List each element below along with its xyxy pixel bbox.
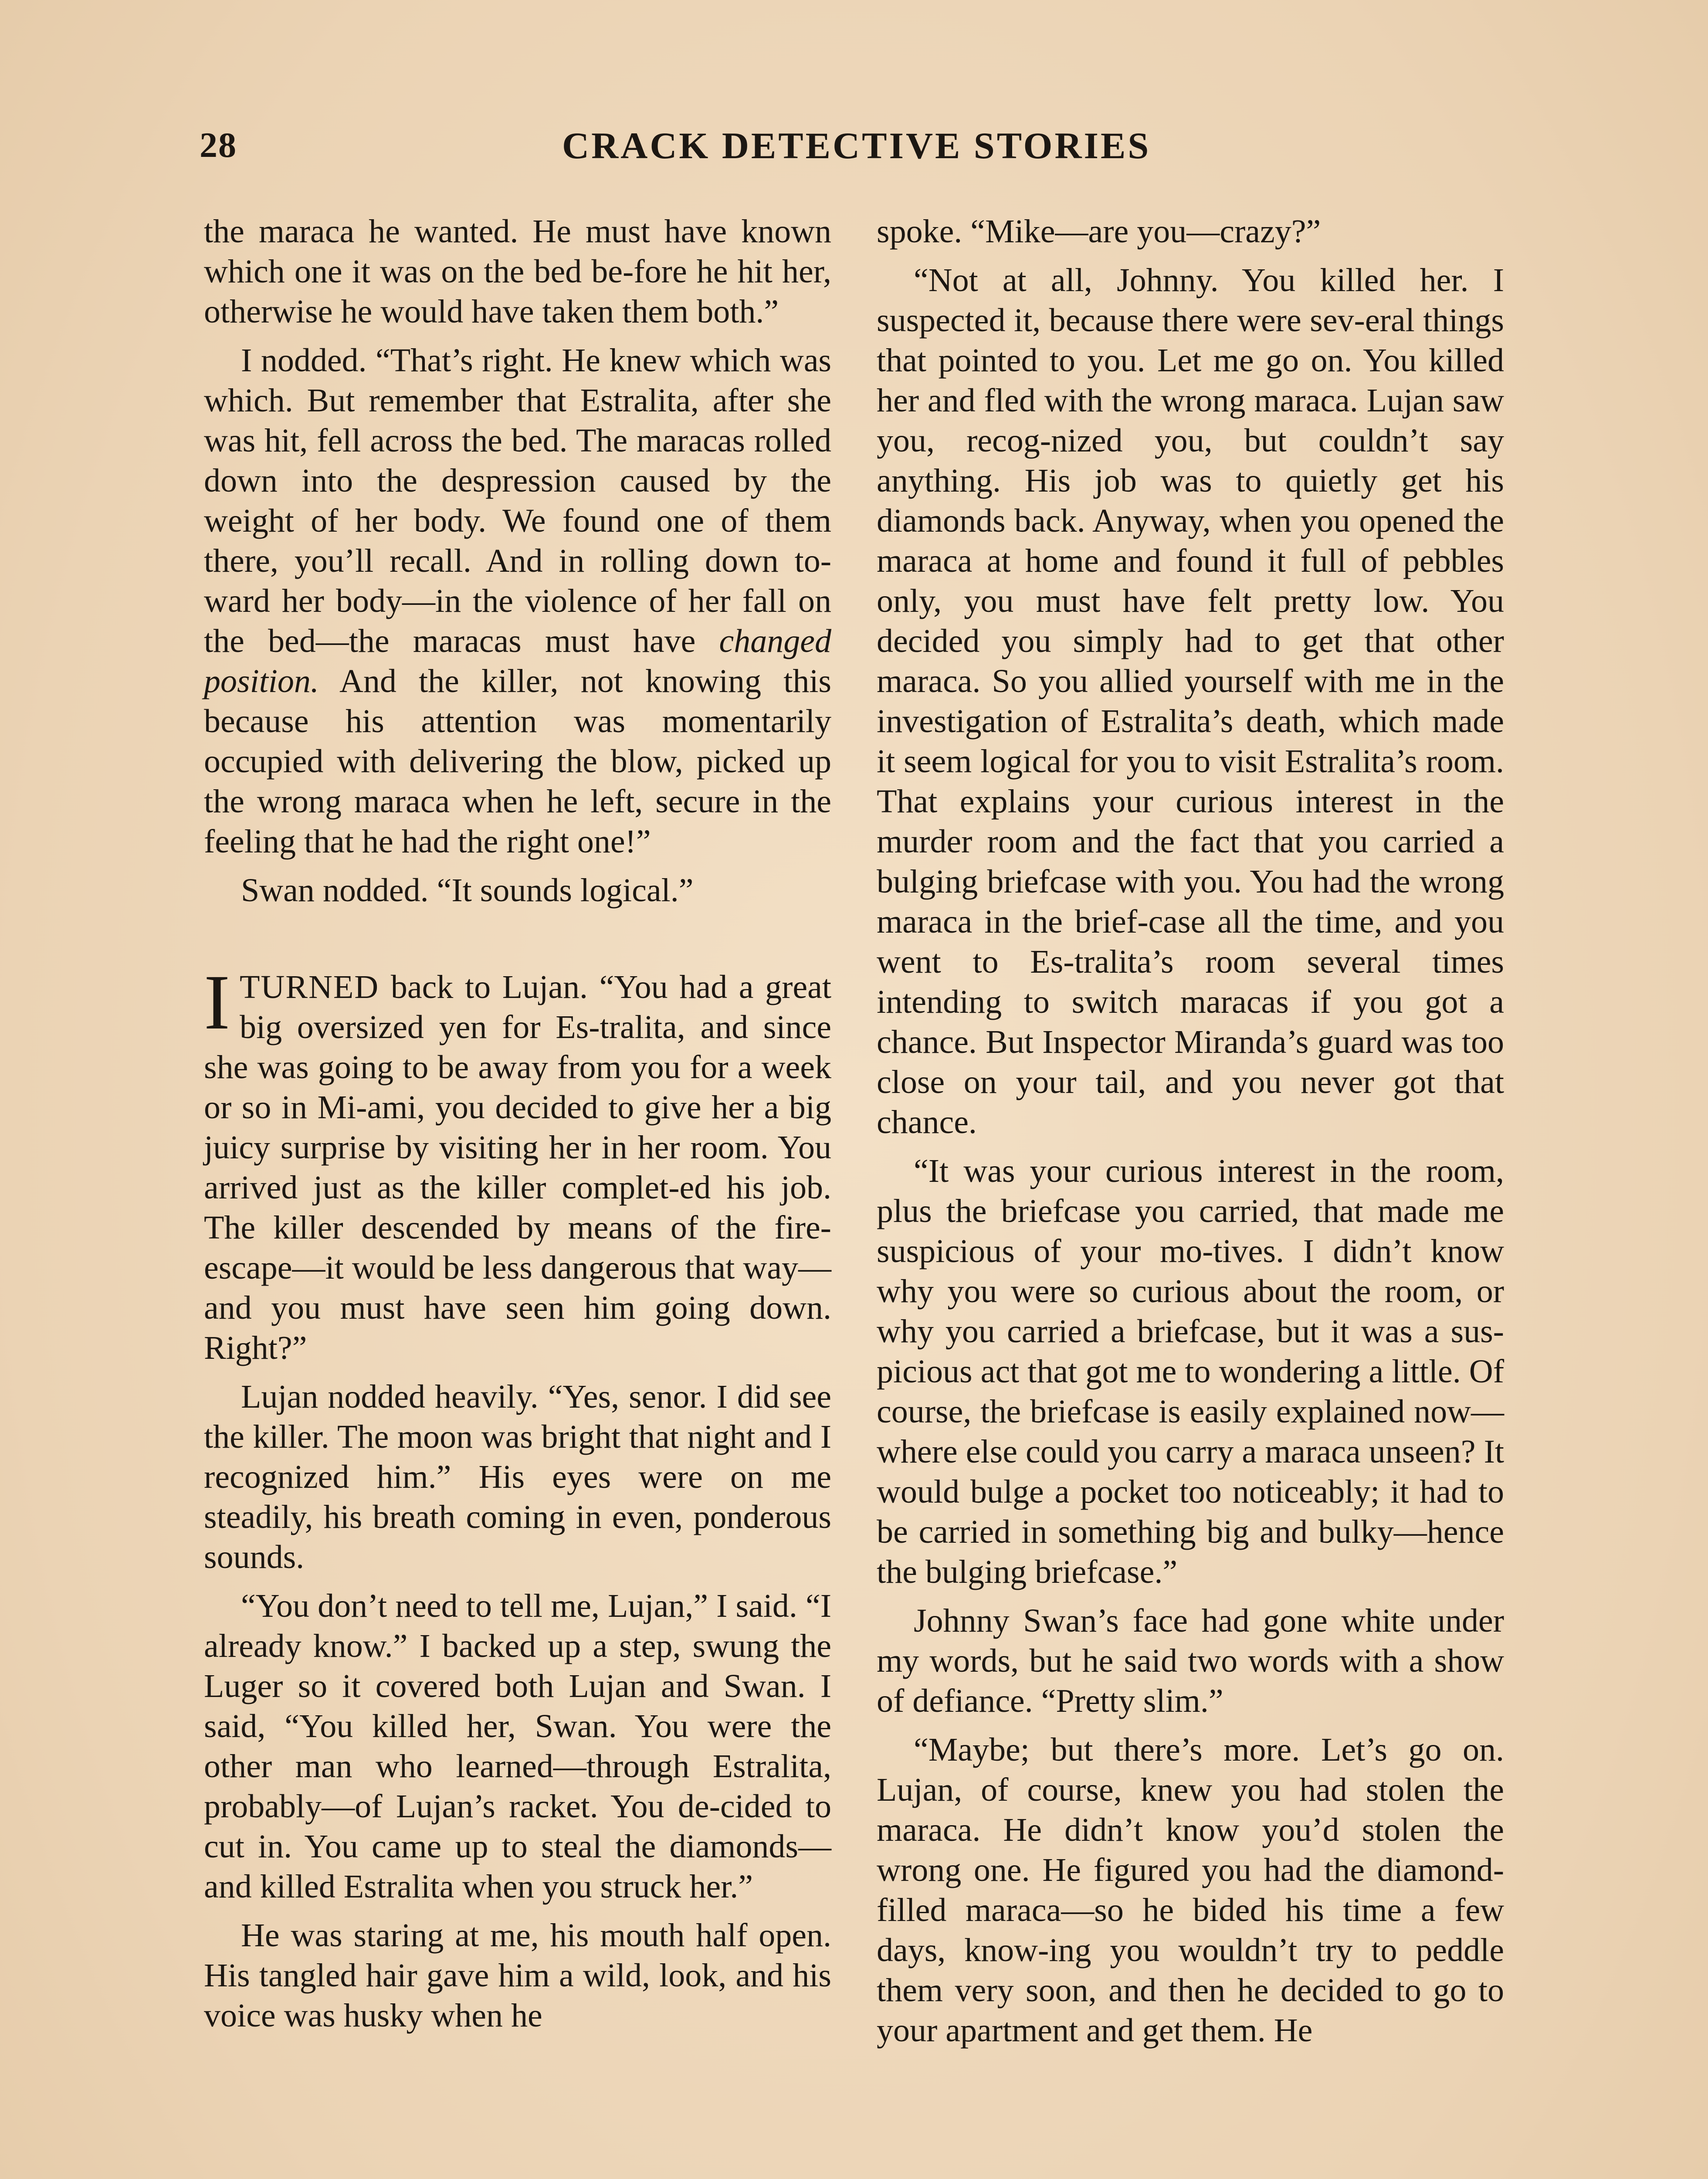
paragraph: “Maybe; but there’s more. Let’s go on. Lujan, of course, knew you had stolen the maraca. He didn’t know you’d stolen the wrong one. He figured you had the diamond-filled maraca—so he bided his time a few days, know-ing you wouldn’t try to peddle them very soon, and then he decided to go to your apartment and get them. He: [877, 1731, 1504, 2049]
paragraph-text: back to Lujan. “You had a great big oversized yen for Es-tralita, and since she was going to be away from you for a week or so in Mi-ami, you decided to give her a big juicy surprise by visiting her in her room. You arrived just as the killer complet-ed his job. The killer descended by means of the fire-escape—it would be less dangerous that way—and you must have seen him going down. Right?”: [204, 969, 832, 1366]
paragraph: He was staring at me, his mouth half open. His tangled hair gave him a wild, look, and his voice was husky when he: [204, 1917, 831, 2034]
page-number: 28: [200, 125, 237, 165]
emphasis-text: changed position.: [204, 623, 831, 699]
paragraph: “Not at all, Johnny. You killed her. I suspected it, because there were sev-eral things that pointed to you. Let me go on. You killed her and fled with the wrong maraca. Lujan saw you, recog-nized you, but couldn’t say anything. His job was to quietly get his diamonds back. Anyway, when you opened the maraca at home and found it full of pebbles only, you must have felt pretty low. You decided you simply had to get that other maraca. So you allied yourself with me in the investigation of Estralita’s death, which made it seem logical for you to visit Estralita’s room. That explains your curious interest in the murder room and the fact that you carried a bulging briefcase with you. You had the wrong maraca in the brief-case all the time, and you went to Es-tralita’s room several times intending to switch maracas if you got a chance. But Inspector Miranda’s guard was too close on your tail, and you never got that chance.: [877, 262, 1504, 1140]
paragraph: [204, 340, 831, 862]
paragraph: spoke. “Mike—are you—crazy?”: [877, 213, 1321, 250]
right-column: [877, 211, 1504, 2059]
paragraph: Johnny Swan’s face had gone white under my words, but he said two words with a show of defiance. “Pretty slim.”: [877, 1602, 1504, 1719]
paragraph: the maraca he wanted. He must have known which one it was on the bed be-fore he hit her, otherwise he would have taken them both.”: [204, 213, 831, 330]
running-head: CRACK DETECTIVE STORIES: [562, 125, 1151, 166]
paragraph: Swan nodded. “It sounds logical.”: [241, 872, 694, 909]
paragraph: “You don’t need to tell me, Lujan,” I said. “I already know.” I backed up a step, swung the Luger so it covered both Lujan and Swan. I said, “You killed her, Swan. You were the other man who learned—through Estralita, probably—of Lujan’s racket. You de-cided to cut in. You came up to steal the diamonds—and killed Estralita when you struck her.”: [204, 1588, 831, 1905]
paragraph: Lujan nodded heavily. “Yes, senor. I did see the killer. The moon was bright that night and I recognized him.” His eyes were on me steadily, his breath coming in even, ponderous sounds.: [204, 1378, 831, 1575]
drop-cap: I: [204, 959, 230, 1045]
paragraph-text: I nodded. “That’s right. He knew which was which. But remember that Estralita, after she was hit, fell across the bed. The maracas rolled down into the despression caused by the weight of her body. We found one of them there, you’ll recall. And in rolling down to-ward her body—in the violence of her fall on the bed—the maracas must have: [204, 342, 831, 659]
paragraph-text: And the killer, not knowing this because his attention was momentarily occupied with delivering the blow, picked up the wrong maraca when he left, secure in the feeling that he had the right one!”: [204, 663, 832, 860]
left-column: [204, 211, 831, 2044]
paragraph: “It was your curious interest in the room, plus the briefcase you carried, that made me suspicious of your mo-tives. I didn’t know why you were so curious about the room, or why you carried a briefcase, but it was a sus-picious act that got me to wondering a little. Of course, the briefcase is easily explained now—where else could you carry a maraca unseen? It would bulge a pocket too noticeably; it had to be carried in something big and bulky—hence the bulging briefcase.”: [877, 1153, 1504, 1590]
section-opening-paragraph: [204, 959, 832, 1368]
lead-word: TURNED: [239, 969, 380, 1005]
